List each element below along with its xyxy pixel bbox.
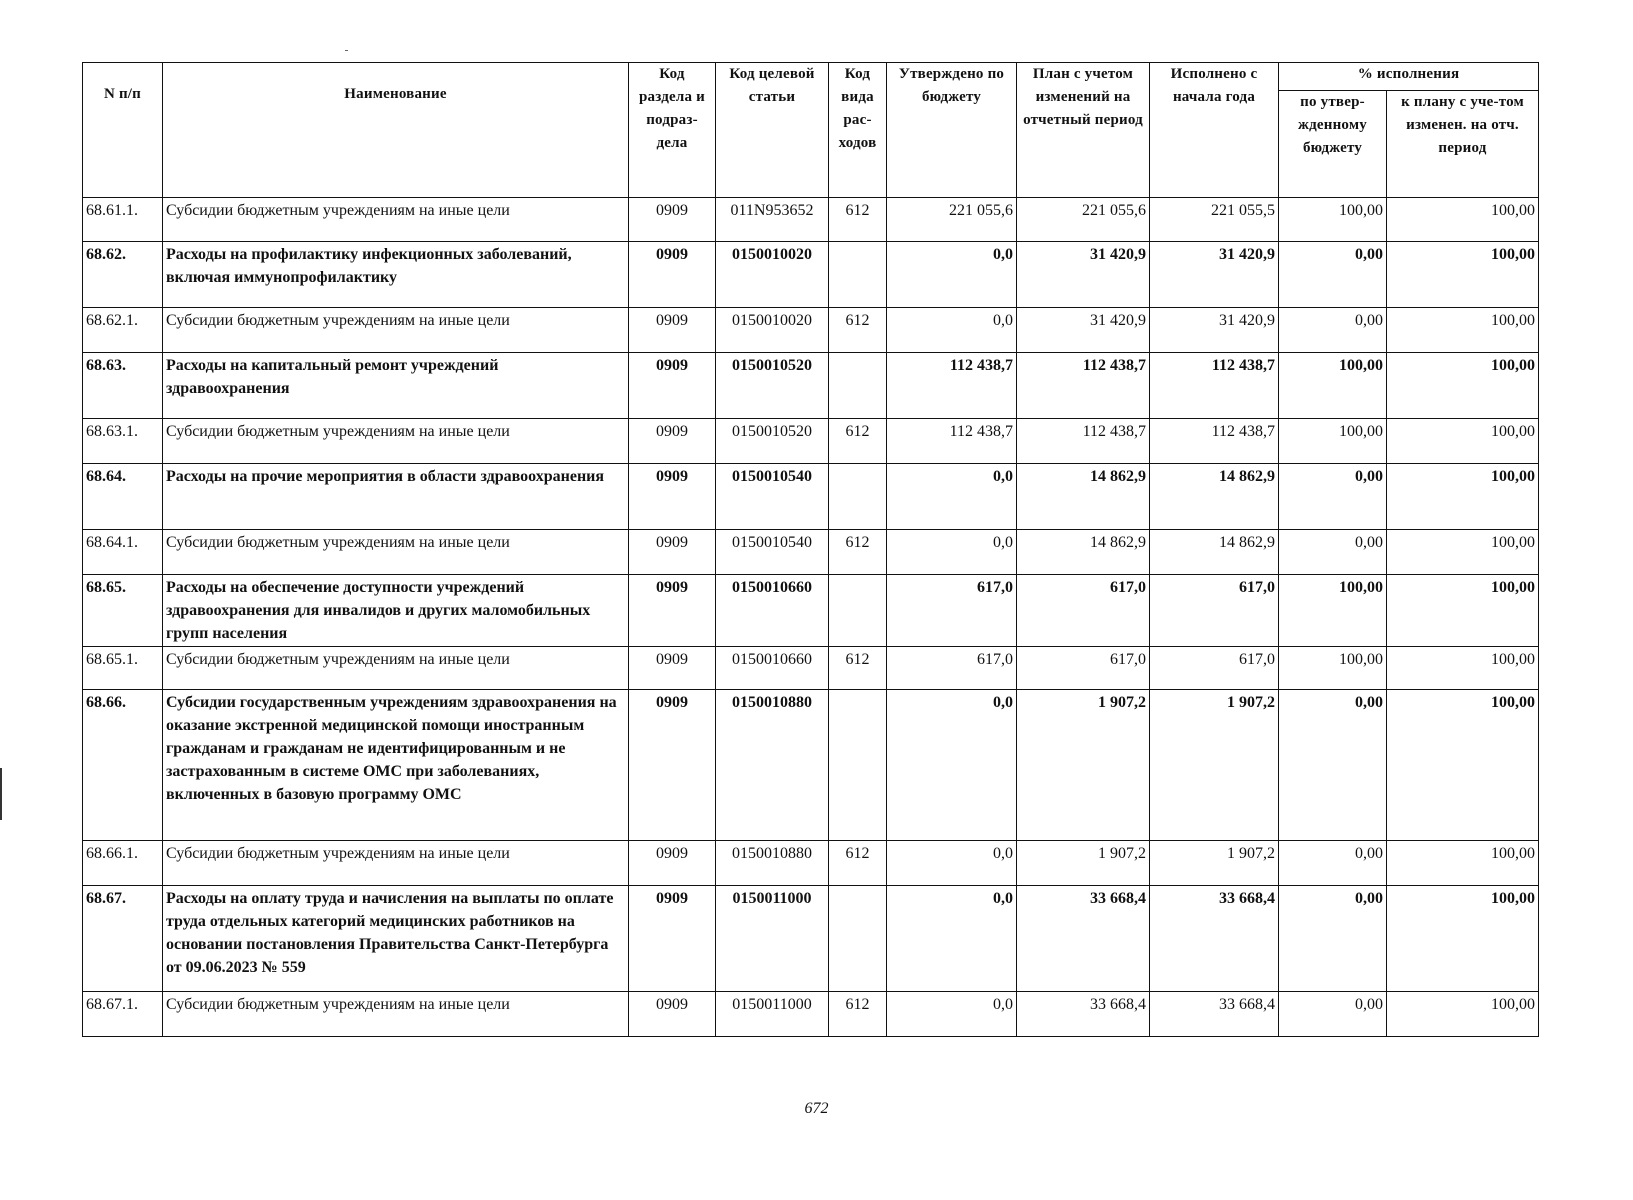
cell-pct-approved: 0,00 [1279,530,1387,575]
header-pct-plan: к плану с уче-том изменен. на отч. период [1387,91,1539,198]
cell-num: 68.62. [83,242,163,308]
cell-article: 0150010540 [716,464,829,530]
cell-article: 0150010540 [716,530,829,575]
cell-plan: 617,0 [1017,647,1150,690]
cell-num: 68.65.1. [83,647,163,690]
cell-kind: 612 [829,198,887,242]
cell-kind [829,886,887,992]
cell-pct-approved: 100,00 [1279,198,1387,242]
cell-article: 011N953652 [716,198,829,242]
cell-pct-plan: 100,00 [1387,647,1539,690]
table-row [83,647,1539,690]
cell-approved: 0,0 [887,841,1017,886]
cell-pct-plan: 100,00 [1387,886,1539,992]
cell-section: 0909 [629,530,716,575]
cell-section: 0909 [629,886,716,992]
header-article: Код целевой статьи [716,63,829,198]
cell-num: 68.62.1. [83,308,163,353]
cell-article: 0150010520 [716,419,829,464]
page-number: 672 [804,1100,829,1117]
header-plan: План с учетом изменений на отчетный период [1017,63,1150,198]
cell-executed: 617,0 [1150,647,1279,690]
cell-pct-plan: 100,00 [1387,992,1539,1037]
cell-kind: 612 [829,647,887,690]
table-row [83,841,1539,886]
cell-kind: 612 [829,530,887,575]
scan-edge-mark [0,768,2,820]
table-row [83,308,1539,353]
cell-num: 68.66.1. [83,841,163,886]
cell-article: 0150010020 [716,242,829,308]
table-row [83,530,1539,575]
cell-plan: 112 438,7 [1017,353,1150,419]
cell-pct-plan: 100,00 [1387,308,1539,353]
cell-kind [829,464,887,530]
cell-executed: 14 862,9 [1150,464,1279,530]
cell-pct-plan: 100,00 [1387,530,1539,575]
cell-plan: 1 907,2 [1017,841,1150,886]
cell-pct-plan: 100,00 [1387,198,1539,242]
header-name: Наименование [163,63,629,198]
cell-pct-plan: 100,00 [1387,464,1539,530]
cell-num: 68.64.1. [83,530,163,575]
cell-pct-plan: 100,00 [1387,353,1539,419]
cell-section: 0909 [629,242,716,308]
cell-section: 0909 [629,575,716,647]
cell-num: 68.61.1. [83,198,163,242]
cell-approved: 0,0 [887,242,1017,308]
cell-section: 0909 [629,841,716,886]
cell-article: 0150010660 [716,575,829,647]
cell-article: 0150011000 [716,992,829,1037]
cell-plan: 31 420,9 [1017,308,1150,353]
cell-section: 0909 [629,690,716,841]
table-row [83,886,1539,992]
cell-name: Субсидии бюджетным учреждениям на иные цели [163,530,629,575]
cell-approved: 112 438,7 [887,419,1017,464]
table-row [83,992,1539,1037]
cell-num: 68.64. [83,464,163,530]
cell-article: 0150010880 [716,841,829,886]
cell-plan: 14 862,9 [1017,464,1150,530]
cell-article: 0150010880 [716,690,829,841]
cell-approved: 0,0 [887,530,1017,575]
header-pct-approved: по утвер-жденному бюджету [1279,91,1387,198]
cell-executed: 1 907,2 [1150,690,1279,841]
scan-speck [345,50,348,51]
budget-execution-table [82,62,1539,1037]
cell-pct-plan: 100,00 [1387,419,1539,464]
cell-executed: 33 668,4 [1150,886,1279,992]
cell-section: 0909 [629,992,716,1037]
cell-num: 68.63.1. [83,419,163,464]
cell-approved: 617,0 [887,575,1017,647]
cell-approved: 0,0 [887,886,1017,992]
cell-pct-approved: 100,00 [1279,353,1387,419]
cell-section: 0909 [629,647,716,690]
cell-executed: 31 420,9 [1150,308,1279,353]
cell-pct-approved: 100,00 [1279,575,1387,647]
cell-num: 68.67.1. [83,992,163,1037]
cell-num: 68.67. [83,886,163,992]
cell-approved: 112 438,7 [887,353,1017,419]
cell-executed: 617,0 [1150,575,1279,647]
cell-section: 0909 [629,308,716,353]
cell-pct-plan: 100,00 [1387,690,1539,841]
header-num: N п/п [83,63,163,198]
cell-num: 68.63. [83,353,163,419]
cell-pct-approved: 100,00 [1279,419,1387,464]
cell-executed: 33 668,4 [1150,992,1279,1037]
cell-plan: 33 668,4 [1017,886,1150,992]
cell-approved: 0,0 [887,308,1017,353]
cell-kind: 612 [829,992,887,1037]
cell-section: 0909 [629,198,716,242]
cell-executed: 112 438,7 [1150,353,1279,419]
table-body [83,198,1539,1037]
cell-name: Расходы на обеспечение доступности учреждений здравоохранения для инвалидов и других маломобильных групп населения [163,575,629,647]
cell-article: 0150010020 [716,308,829,353]
cell-kind [829,242,887,308]
table-row [83,353,1539,419]
table-row [83,242,1539,308]
cell-approved: 0,0 [887,690,1017,841]
table-row [83,690,1539,841]
cell-pct-plan: 100,00 [1387,242,1539,308]
cell-kind [829,353,887,419]
cell-kind [829,690,887,841]
cell-name: Субсидии бюджетным учреждениям на иные цели [163,198,629,242]
cell-article: 0150010660 [716,647,829,690]
cell-approved: 617,0 [887,647,1017,690]
cell-pct-approved: 0,00 [1279,690,1387,841]
table-header [83,63,1539,198]
cell-name: Субсидии бюджетным учреждениям на иные цели [163,647,629,690]
cell-plan: 221 055,6 [1017,198,1150,242]
cell-pct-plan: 100,00 [1387,575,1539,647]
table-row [83,419,1539,464]
cell-plan: 1 907,2 [1017,690,1150,841]
cell-name: Субсидии бюджетным учреждениям на иные цели [163,841,629,886]
cell-pct-plan: 100,00 [1387,841,1539,886]
cell-num: 68.65. [83,575,163,647]
cell-name: Субсидии бюджетным учреждениям на иные цели [163,419,629,464]
cell-executed: 31 420,9 [1150,242,1279,308]
cell-pct-approved: 0,00 [1279,464,1387,530]
table-row [83,575,1539,647]
cell-name: Расходы на профилактику инфекционных заболеваний, включая иммунопрофилактику [163,242,629,308]
cell-pct-approved: 0,00 [1279,886,1387,992]
cell-section: 0909 [629,464,716,530]
header-approved: Утверждено по бюджету [887,63,1017,198]
cell-article: 0150011000 [716,886,829,992]
cell-kind: 612 [829,308,887,353]
cell-num: 68.66. [83,690,163,841]
cell-name: Субсидии бюджетным учреждениям на иные цели [163,992,629,1037]
header-section: Код раздела и подраз-дела [629,63,716,198]
cell-plan: 617,0 [1017,575,1150,647]
cell-pct-approved: 0,00 [1279,308,1387,353]
cell-name: Расходы на прочие мероприятия в области здравоохранения [163,464,629,530]
cell-executed: 14 862,9 [1150,530,1279,575]
cell-pct-approved: 0,00 [1279,841,1387,886]
header-executed: Исполнено с начала года [1150,63,1279,198]
cell-plan: 33 668,4 [1017,992,1150,1037]
header-kind: Код вида рас-ходов [829,63,887,198]
cell-plan: 14 862,9 [1017,530,1150,575]
cell-pct-approved: 0,00 [1279,992,1387,1037]
cell-executed: 221 055,5 [1150,198,1279,242]
cell-plan: 31 420,9 [1017,242,1150,308]
cell-kind: 612 [829,841,887,886]
cell-article: 0150010520 [716,353,829,419]
cell-kind [829,575,887,647]
cell-approved: 0,0 [887,464,1017,530]
cell-approved: 221 055,6 [887,198,1017,242]
cell-approved: 0,0 [887,992,1017,1037]
table-row [83,464,1539,530]
cell-kind: 612 [829,419,887,464]
cell-name: Субсидии бюджетным учреждениям на иные цели [163,308,629,353]
cell-executed: 112 438,7 [1150,419,1279,464]
cell-section: 0909 [629,353,716,419]
cell-name: Субсидии государственным учреждениям здравоохранения на оказание экстренной медицинской помощи иностранным гражданам и гражданам не идентифицированным и не застрахованным в системе ОМС при заболеваниях, включенных в базовую программу ОМС [163,690,629,841]
table-row [83,198,1539,242]
cell-pct-approved: 100,00 [1279,647,1387,690]
header-pct-group: % исполнения [1279,63,1539,91]
cell-pct-approved: 0,00 [1279,242,1387,308]
cell-plan: 112 438,7 [1017,419,1150,464]
cell-name: Расходы на капитальный ремонт учреждений здравоохранения [163,353,629,419]
cell-section: 0909 [629,419,716,464]
cell-executed: 1 907,2 [1150,841,1279,886]
cell-name: Расходы на оплату труда и начисления на выплаты по оплате труда отдельных категорий медицинских работников на основании постановления Правительства Санкт-Петербурга от 09.06.2023 № 559 [163,886,629,992]
budget-execution-table-container [82,62,1538,1037]
